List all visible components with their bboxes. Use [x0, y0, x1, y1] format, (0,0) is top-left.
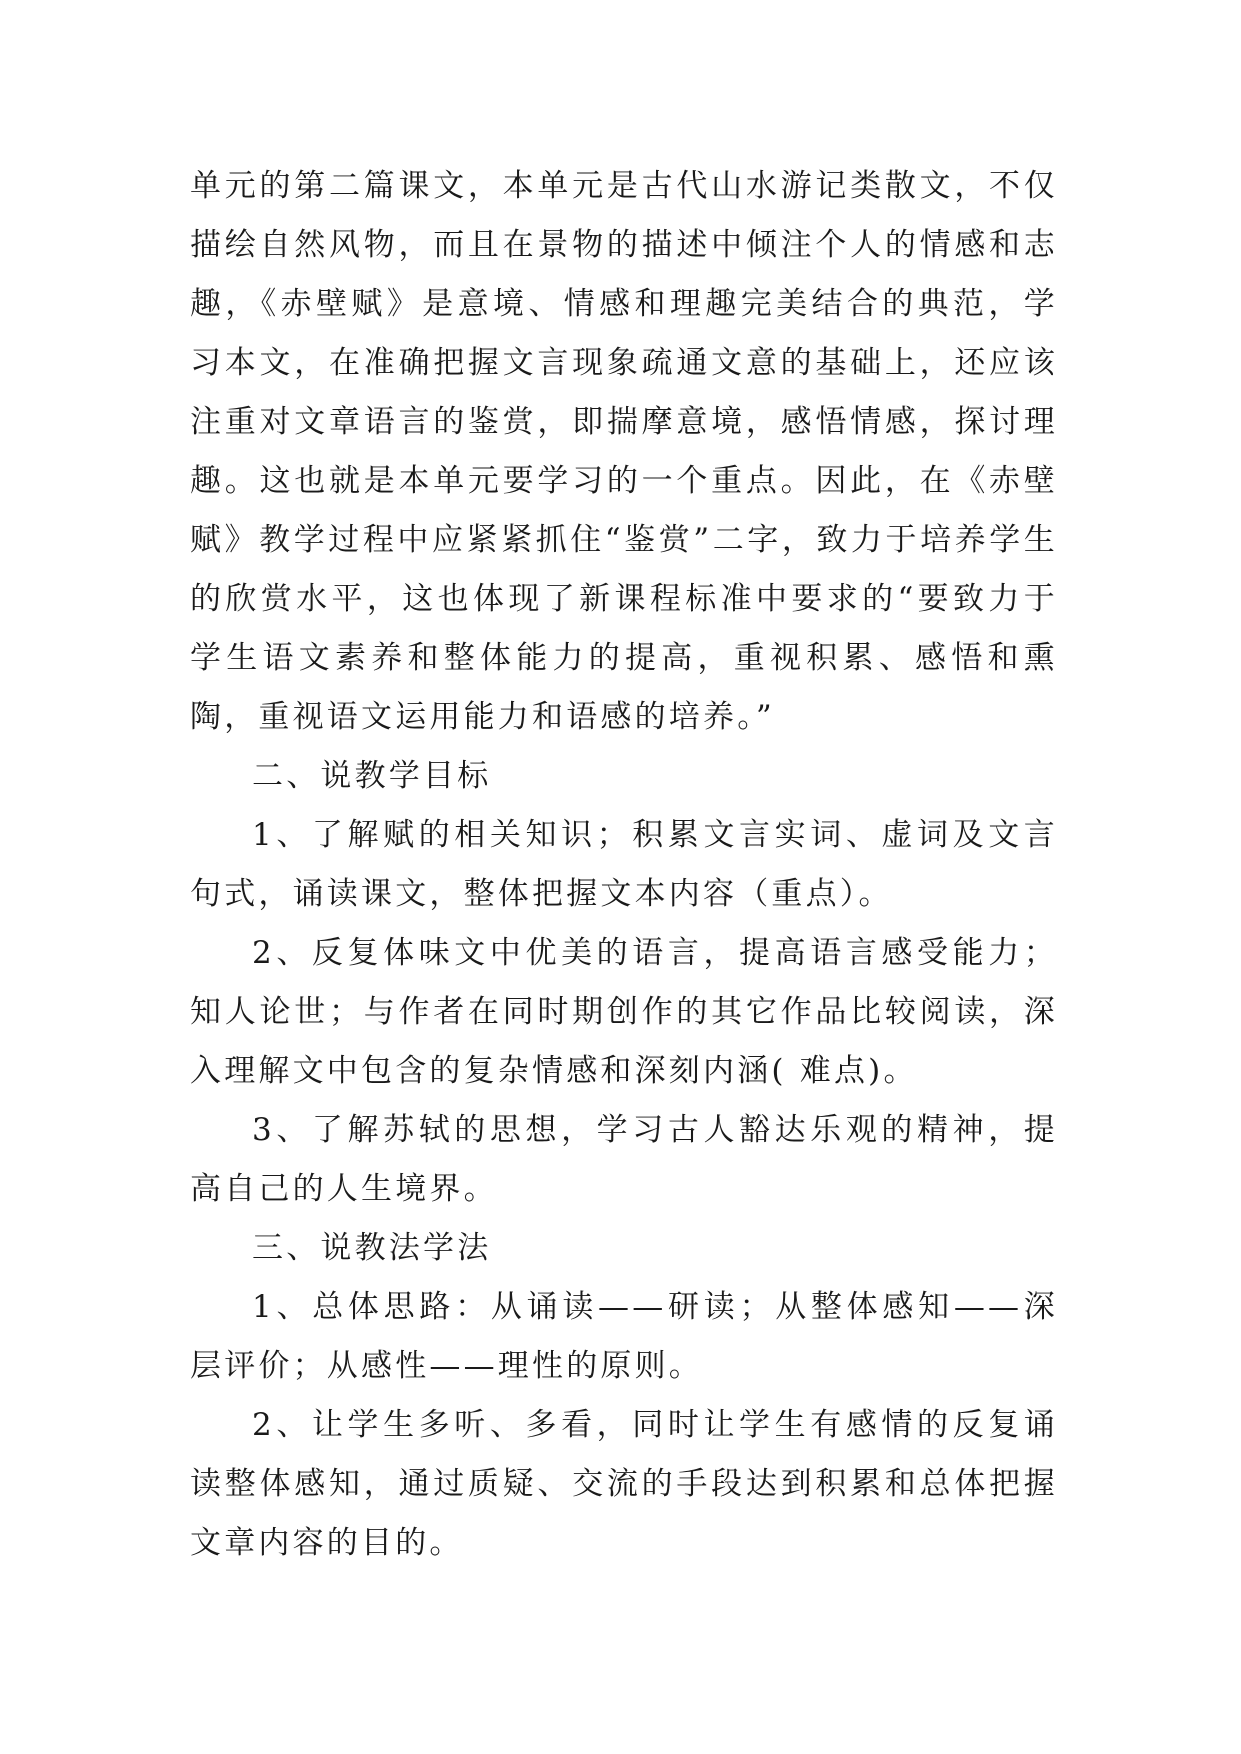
- section-heading-teaching-goals: 二、说教学目标: [252, 758, 492, 794]
- goal-item-3: 3、了解苏轼的思想，学习古人豁达乐观的精神，提高自己的人生境界。: [190, 1112, 1058, 1207]
- method-item-1: 1、总体思路：从诵读——研读；从整体感知——深层评价；从感性——理性的原则。: [190, 1289, 1058, 1384]
- goal-item-1: 1、了解赋的相关知识；积累文言实词、虚词及文言句式，诵读课文，整体把握文本内容（重点）。: [190, 817, 1058, 912]
- paragraph-continuation: 单元的第二篇课文，本单元是古代山水游记类散文，不仅描绘自然风物，而且在景物的描述中倾注个人的情感和志趣，《赤壁赋》是意境、情感和理趣完美结合的典范，学习本文，在准确把握文言现象疏通文意的基础上，还应该注重对文章语言的鉴赏，即揣摩意境，感悟情感，探讨理趣。这也就是本单元要学习的一个重点。因此，在《赤壁赋》教学过程中应紧紧抓住“鉴赏”二字，致力于培养学生的欣赏水平，这也体现了新课程标准中要求的“要致力于学生语文素养和整体能力的提高，重视积累、感悟和熏陶，重视语文运用能力和语感的培养。”: [190, 168, 1058, 735]
- goal-item-2: 2、反复体味文中优美的语言，提高语言感受能力；知人论世；与作者在同时期创作的其它作品比较阅读，深入理解文中包含的复杂情感和深刻内涵( 难点)。: [190, 935, 1058, 1089]
- document-body: [190, 157, 1058, 1573]
- method-item-2: 2、让学生多听、多看，同时让学生有感情的反复诵读整体感知，通过质疑、交流的手段达到积累和总体把握文章内容的目的。: [190, 1407, 1058, 1561]
- section-heading-teaching-methods: 三、说教法学法: [252, 1230, 492, 1266]
